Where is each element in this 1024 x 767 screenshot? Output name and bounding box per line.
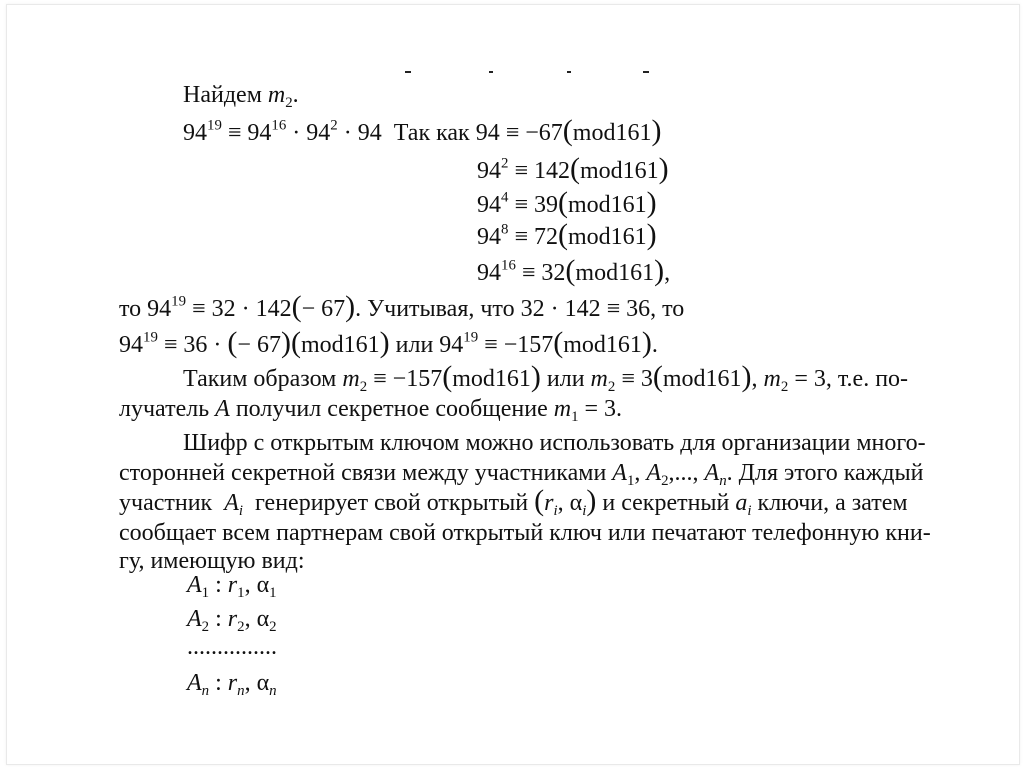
para2-text-2b: . Для этого каждый (726, 460, 924, 486)
phonebook-entry-1: $A_1$ : $r_1$, $\alpha_1$ (187, 572, 277, 601)
considering-text: . Учитывая, что (355, 296, 515, 322)
then2-text: , то (650, 296, 685, 322)
since-text: Так как (393, 120, 470, 146)
para2-text-3c: и секретный (602, 490, 730, 516)
line-94-fourth: $94^4 \equiv 39(mod161)$ (477, 186, 657, 219)
ie-text: , т.е. по- (825, 366, 909, 392)
scan-artifact (405, 69, 655, 75)
line-thus: Таким образом $m_2 \equiv -157(mod161)$ или $m_2 \equiv 3(mod161)$, $m_2 = 3$, т.е. по- (183, 360, 909, 395)
line-94-sixteenth: $94^{16} \equiv 32(mod161)$, (477, 254, 671, 287)
then-text: то (119, 296, 142, 322)
find-m2-text: Найдем (183, 82, 262, 108)
or-text-2: или (546, 366, 585, 392)
para2-text-3d: ключи, а затем (757, 490, 908, 516)
line-power-decomposition: $94^{19} \equiv 94^{16} \cdot 94^2 \cdot 94$ Так как 94 ≡ −67(mod161) (183, 114, 662, 147)
para2-text-5: гу, имеющую вид: (119, 548, 305, 574)
thus-text: Таким образом (183, 366, 337, 392)
line-94-squared: $94^2 \equiv 142(mod161)$ (477, 152, 669, 185)
phonebook-entry-n: $A_n$ : $r_n$, $\alpha_n$ (187, 670, 277, 699)
receiver-text: лучатель (119, 396, 210, 422)
para2-line-1 (183, 429, 926, 457)
phonebook-entry-2: $A_2$ : $r_2$, $\alpha_2$ (187, 606, 277, 635)
para2-text-1: Шифр с открытым ключом можно использовать для организации много- (183, 430, 926, 456)
para2-text-4: сообщает всем партнерам свой открытый ключ или печатают телефонную кни- (119, 520, 931, 546)
line-94-eighth: $94^8 \equiv 72(mod161)$ (477, 218, 657, 251)
line-receiver: лучатель A получил секретное сообщение $m_1 = 3$. (119, 396, 623, 425)
para2-line-3: участник $A_i$ генерирует свой открытый ($r_i$, $\alpha_i$) и секретный $a_i$ ключи, а затем (119, 484, 908, 519)
phonebook-ellipsis (187, 633, 277, 661)
or-text: или (395, 332, 434, 358)
received-text: получил секретное сообщение (235, 396, 548, 422)
dots-text: ............... (187, 634, 277, 660)
line-final-congruence: $94^{19} \equiv 36$ · (− 67)(mod161) или $94^{19} \equiv -157(mod161)$. (119, 326, 658, 359)
para2-line-4 (119, 519, 931, 547)
line-find-m2: Найдем $m_2$. (183, 82, 299, 111)
document-page (6, 4, 1020, 765)
para2-line-2: сторонней секретной связи между участниками $A_1$, $A_2$,..., $A_n$. Для этого каждый (119, 460, 924, 489)
line-then-result: то $94^{19} \equiv 32 \cdot 142(- 67)$. Учитывая, что 32 · 142 ≡ 36, то (119, 290, 685, 323)
para2-text-3a: участник (119, 490, 213, 516)
para2-text-3b: генерирует свой открытый (255, 490, 529, 516)
para2-text-2: сторонней секретной связи между участниками (119, 460, 607, 486)
